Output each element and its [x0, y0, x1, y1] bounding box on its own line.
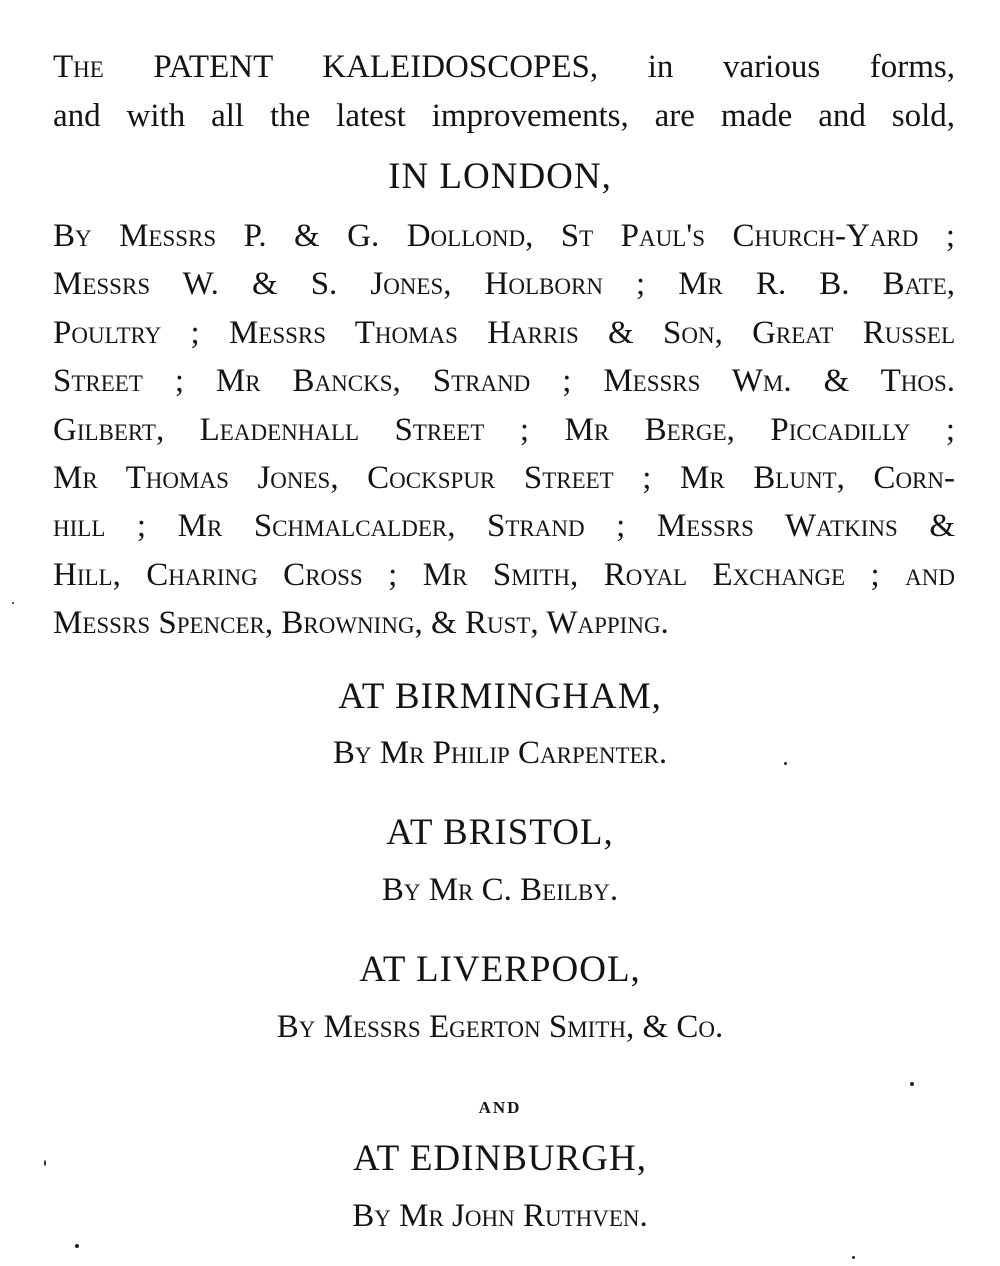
london-line: Mr Thomas Jones, Cockspur Street ; Mr Blunt, Corn- [53, 460, 955, 497]
intro-line-1 [53, 44, 955, 90]
byline-liverpool: By Messrs Egerton Smith, & Co. [276, 1009, 724, 1045]
ink-speck [910, 1082, 914, 1086]
london-line: Messrs Spencer, Browning, & Rust, Wapping. [53, 605, 669, 642]
byline-bristol: By Mr C. Beilby. [381, 872, 619, 908]
ink-speck [44, 1160, 46, 1166]
heading-liverpool: AT LIVERPOOL, [359, 949, 641, 990]
ink-speck [75, 1244, 79, 1248]
heading-london: IN LONDON, [388, 156, 612, 197]
intro-lead-word: The [53, 49, 104, 85]
london-line: Messrs W. & S. Jones, Holborn ; Mr R. B. Bate, [53, 266, 955, 303]
london-sellers-paragraph [53, 212, 955, 648]
london-line: Hill, Charing Cross ; Mr Smith, Royal Exchange ; and [53, 556, 955, 593]
ink-speck [784, 762, 787, 765]
heading-birmingham: AT BIRMINGHAM, [338, 676, 662, 717]
intro-line-1-text: PATENT KALEIDOSCOPES, in various forms, [153, 49, 955, 85]
heading-bristol: AT BRISTOL, [386, 812, 614, 853]
byline-birmingham: By Mr Philip Carpenter. [332, 735, 668, 771]
byline-edinburgh: By Mr John Ruthven. [352, 1198, 648, 1234]
london-line: By Messrs P. & G. Dollond, St Paul's Church-Yard ; [53, 218, 955, 254]
london-line: Street ; Mr Bancks, Strand ; Messrs Wm. & Thos. [53, 363, 955, 400]
london-line: Gilbert, Leadenhall Street ; Mr Berge, Piccadilly ; [53, 411, 955, 448]
london-line: Poultry ; Messrs Thomas Harris & Son, Great Russel [53, 314, 955, 351]
heading-edinburgh: AT EDINBURGH, [353, 1138, 647, 1179]
london-line: hill ; Mr Schmalcalder, Strand ; Messrs Watkins & [53, 508, 955, 545]
ink-speck [852, 1256, 855, 1259]
ink-speck [12, 602, 14, 604]
intro-line-2: and with all the latest improvements, are made and sold, [53, 98, 955, 134]
and-connector: AND [478, 1098, 522, 1117]
